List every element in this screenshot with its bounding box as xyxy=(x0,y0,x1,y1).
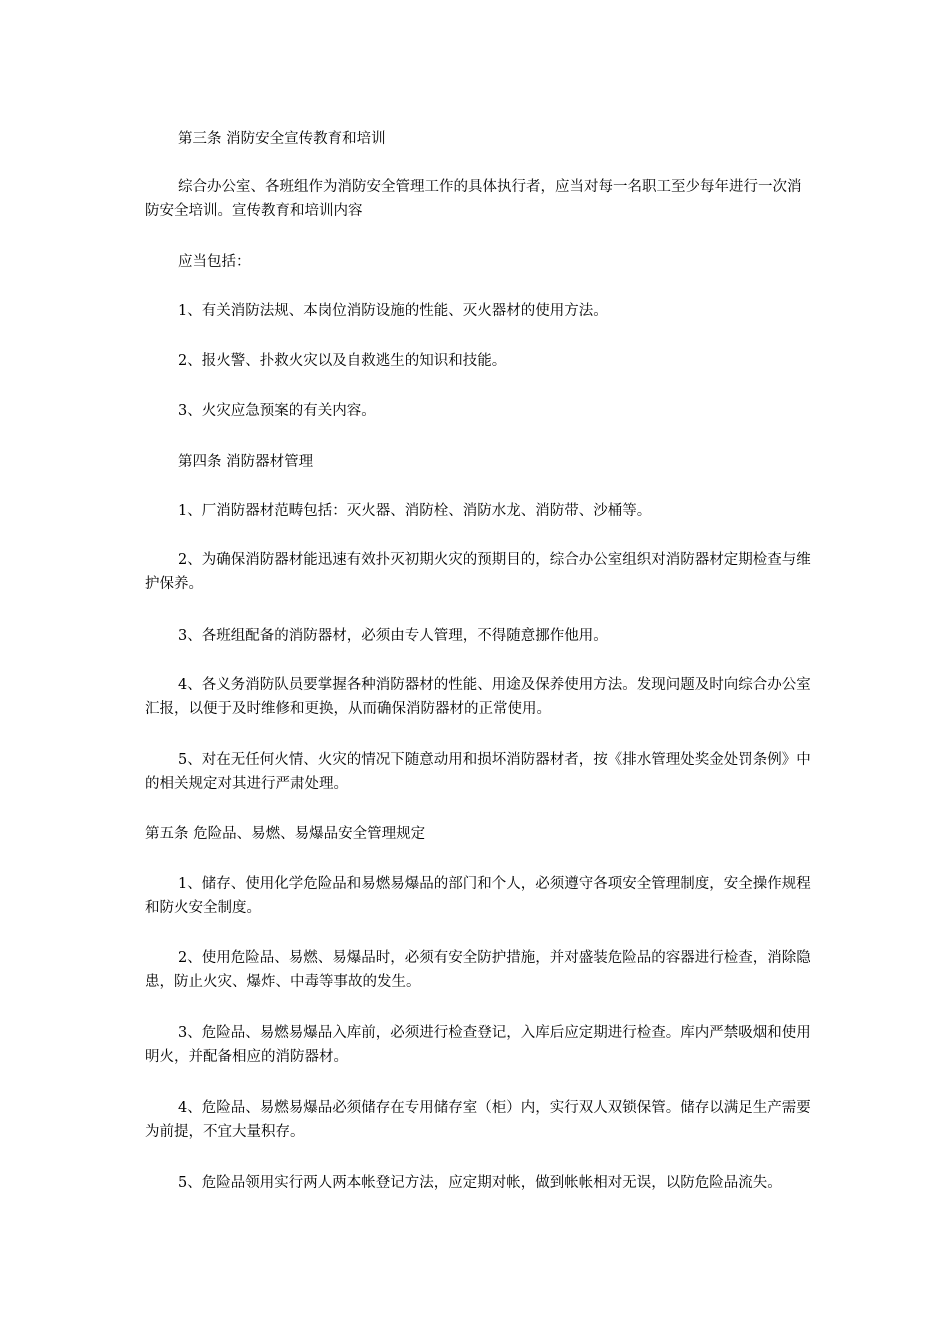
list-item: 3、火灾应急预案的有关内容。 xyxy=(178,403,376,419)
list-item: 3、各班组配备的消防器材，必须由专人管理，不得随意挪作他用。 xyxy=(178,628,608,644)
list-item: 1、厂消防器材范畴包括：灭火器、消防栓、消防水龙、消防带、沙桶等。 xyxy=(178,503,652,519)
list-item: 5、危险品领用实行两人两本帐登记方法，应定期对帐，做到帐帐相对无误，以防危险品流失。 xyxy=(178,1175,782,1191)
list-item: 2、使用危险品、易燃、易爆品时，必须有安全防护措施，并对盛装危险品的容器进行检查，消除隐患，防止火灾、爆炸、中毒等事故的发生。 xyxy=(145,950,811,990)
section-heading-3: 第三条 消防安全宣传教育和培训 xyxy=(178,131,386,147)
list-item: 2、为确保消防器材能迅速有效扑灭初期火灾的预期目的，综合办公室组织对消防器材定期检查与维护保养。 xyxy=(145,552,811,592)
section-heading-4: 第四条 消防器材管理 xyxy=(178,454,314,470)
list-item: 4、各义务消防队员要掌握各种消防器材的性能、用途及保养使用方法。发现问题及时向综合办公室汇报，以便于及时维修和更换，从而确保消防器材的正常使用。 xyxy=(145,677,811,717)
list-item: 1、有关消防法规、本岗位消防设施的性能、灭火器材的使用方法。 xyxy=(178,303,608,319)
list-item: 2、报火警、扑救火灾以及自救逃生的知识和技能。 xyxy=(178,353,507,369)
paragraph: 应当包括： xyxy=(178,254,251,270)
list-item: 1、储存、使用化学危险品和易燃易爆品的部门和个人，必须遵守各项安全管理制度，安全操作规程和防火安全制度。 xyxy=(145,876,811,916)
list-item: 5、对在无任何火情、火灾的情况下随意动用和损坏消防器材者，按《排水管理处奖金处罚条例》中的相关规定对其进行严肃处理。 xyxy=(145,752,811,792)
list-item: 4、危险品、易燃易爆品必须储存在专用储存室（柜）内，实行双人双锁保管。储存以满足生产需要为前提，不宜大量积存。 xyxy=(145,1100,811,1140)
list-item: 3、危险品、易燃易爆品入库前，必须进行检查登记，入库后应定期进行检查。库内严禁吸烟和使用明火，并配备相应的消防器材。 xyxy=(145,1025,811,1065)
paragraph: 综合办公室、各班组作为消防安全管理工作的具体执行者，应当对每一名职工至少每年进行一次消防安全培训。宣传教育和培训内容 xyxy=(145,179,802,219)
section-heading-5: 第五条 危险品、易燃、易爆品安全管理规定 xyxy=(145,826,426,842)
